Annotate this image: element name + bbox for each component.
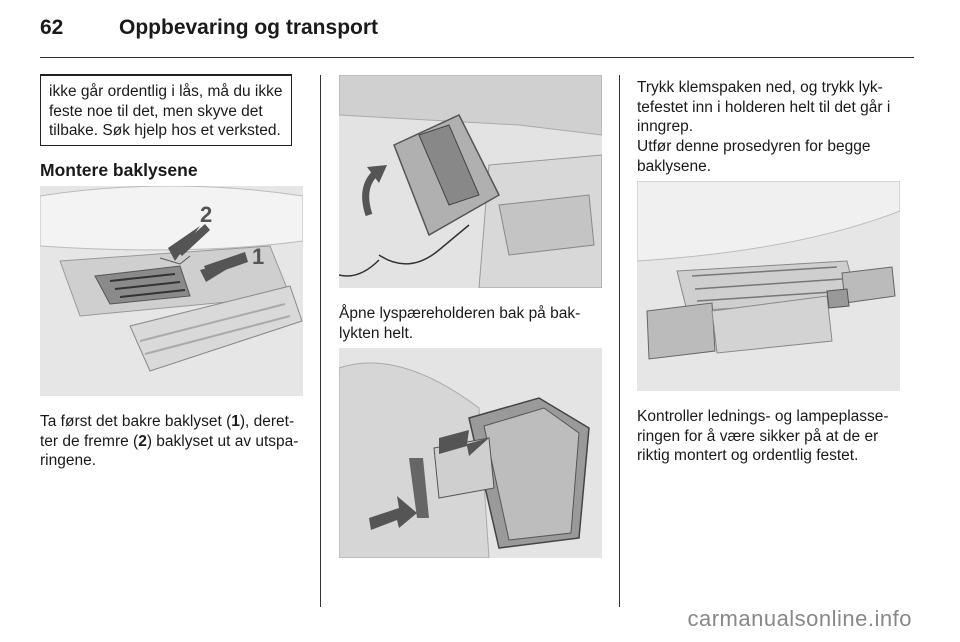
column-divider-2	[619, 75, 620, 607]
step-text-press-clamp: Trykk klemspaken ned, og trykk lyk- tefestet inn i holderen helt til det går i inngrep.	[637, 79, 891, 135]
figure-open-bulb-holder-illustration	[339, 75, 602, 288]
figure-remove-taillights	[40, 186, 303, 396]
figure-remove-taillights-illustration	[40, 186, 303, 396]
callout-1: 1	[252, 244, 265, 269]
notice-box	[40, 74, 292, 146]
figure-check-wiring	[637, 181, 900, 391]
notice-line: feste noe til det, men skyve det	[49, 102, 263, 120]
step-text-remove: Ta først det bakre baklyset (1), deret- ter de fremre (2) baklyset ut av utspa- ringene.	[40, 413, 299, 469]
step-text-open: Åpne lyspæreholderen bak på bak- lykten helt.	[339, 305, 581, 342]
figure-open-bulb-holder	[339, 75, 602, 288]
page-title: Oppbevaring og transport	[119, 16, 379, 39]
step-text-repeat: Utfør denne prosedyren for begge baklysene.	[637, 138, 871, 175]
figure-check-wiring-illustration	[637, 181, 900, 391]
section-heading: Montere baklysene	[40, 160, 198, 180]
notice-line: tilbake. Søk hjelp hos et verksted.	[49, 122, 281, 139]
page-number: 62	[40, 16, 64, 39]
notice-line: ikke går ordentlig i lås, må du ikke	[49, 83, 283, 100]
figure-press-clamp-illustration	[339, 348, 602, 558]
step-text-check: Kontroller lednings- og lampeplasse- ringen for å være sikker på at de er riktig montert og ordentlig festet.	[637, 408, 889, 464]
column-divider-1	[320, 75, 321, 607]
figure-press-clamp	[339, 348, 602, 558]
callout-2: 2	[200, 202, 213, 227]
watermark: carmanualsonline.info	[687, 606, 912, 631]
header-rule	[40, 57, 914, 58]
